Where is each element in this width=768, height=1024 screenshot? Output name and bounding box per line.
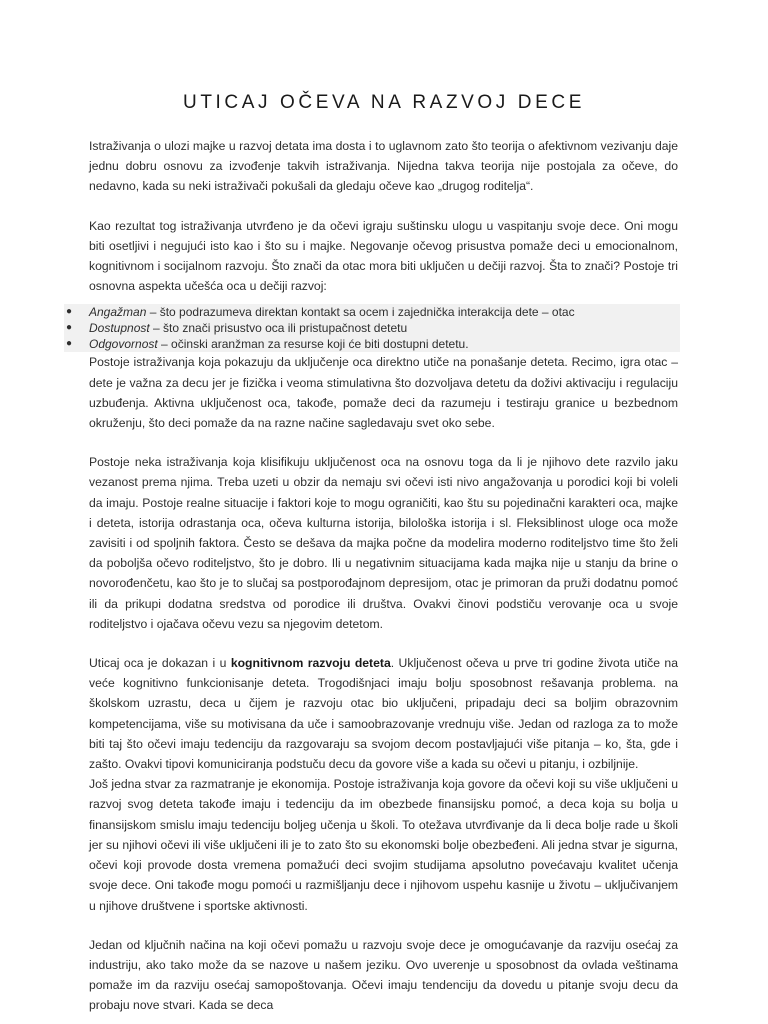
list-item [66, 320, 678, 336]
document-body [66, 136, 678, 1016]
bullet-icon: ● [66, 338, 73, 350]
paragraph-attachment: Postoje neka istraživanja koja klisifikuju uključenost oca na osnovu toga da li je njihovo dete razvilo jaku vezanost prema njima. Treba uzeti u obzir da nemaju svi očevi isti nivo angažovanja u porodici koji bi voleli da imaju. Postoje realne situacije i faktori koje to mogu ograničiti, kao štu su pojedinačni karakteri oca, majke i deteta, istorija odrastanja oca, očeva kulturna istorija, bilološka istorija i sl. Fleksiblinost uloge oca može zavisiti i od spoljnih faktora. Često se dešava da majka počne da modelira moderno roditeljstvo time što želi da poboljša očevo roditeljstvo, što je dobro. Ili u negativnim situacijama kada majka nije u stanju da brine o novorođenčetu, kao što je to slučaj sa postporođajnom depresijom, otac je primoran da pruži dodatnu pomoć ili da prikupi dodatna sredstva od porodice ili društva. Ovakvi činovi podstiču verovanje oca u svoje roditeljstvo i ojačava očevu vezu sa njegovim detetom. [89, 455, 678, 631]
list-item-term: Odgovornost [89, 337, 158, 352]
list-item-text: – što podrazumeva direktan kontakt sa ocem i zajednička interakcija dete – otac [146, 305, 575, 320]
bullet-icon: ● [66, 306, 73, 318]
page-title: UTICAJ OČEVA NA RAZVOJ DECE [183, 92, 585, 113]
aspects-list [66, 304, 678, 352]
paragraph-cognitive [89, 653, 678, 774]
cognitive-text-start: Uticaj oca je dokazan i u [89, 656, 231, 671]
paragraph-intro: Istraživanja o ulozi majke u razvoj detata ima dosta i to uglavnom zato što teorija o afektivnom vezivanju daje jednu dobru osnovu za izvođenje takvih istraživanja. Nijedna takva teorija nije postojala za očeve, do nedavno, kada su neki istraživači pokušali da gledaju očeve kao „drugog roditelja“. [89, 139, 678, 194]
cognitive-text-end: . Uključenost očeva u prve tri godine života utiče na veće kognitivno funkcionisanje deteta. Trogodišnjaci imaju bolju sposobnost rešavanja problema. na školskom uzrastu, deca u čijem je razvoju otac bio uključeni, pripadaju deci sa boljim obrazovnim kompetencijama, više su motivisana da uče i samoobrazovanje vrednuju više. Jedan od razloga za to može biti taj što očevi imaju tedenciju da razgovaraju sa svojom decom postavljajući više pitanja – ko, šta, gde i zašto. Ovakvi tipovi komuniciranja podstuču decu da govore više a kada su očevi u pitanju, i ozbiljnije. [89, 656, 678, 772]
list-item [66, 304, 678, 320]
paragraph-research-result: Kao rezultat tog istraživanja utvrđeno je da očevi igraju suštinsku ulogu u vaspitanju svoje dece. Oni mogu biti osetljivi i negujući isto kao i što su i majke. Negovanje očevog prisustva pomaže deci u emocionalnom, kognitivnom i socijalnom razvoju. Što znači da otac mora biti uključen u dečiji razvoj. Šta to znači? Postoje tri osnovna aspekta učešća oca u dečiji razvoj: [89, 218, 678, 294]
paragraph-behavior: Postoje istraživanja koja pokazuju da uključenje oca direktno utiče na ponašanje deteta. Recimo, igra otac – dete je važna za decu jer je fizička i veoma stimulativna što dozvoljava detetu da doživi aktivaciju i regulaciju uzbuđenja. Aktivna uključenost oca, takođe, pomaže deci da razumeju i testiraju granice u bezbednom okruženju, što deci pomaže da na razne načine sagledavaju svet oko sebe. [89, 355, 678, 431]
paragraph-economy: Još jedna stvar za razmatranje je ekonomija. Postoje istraživanja koja govore da očevi koji su više uključeni u razvoj svog deteta takođe imaju i tedenciju da im obezbede finansijsku pomoć, a deca koja su bolja u finansijskom smislu imaju tedenciju boljeg učenja u školi. To otežava utvrđivanje da li deca bolje rade u školi jer su njihovi očevi ili više uključeni ili je to zato što su ekonomski bolje obezbeđeni. Ali jedna stvar je sigurna, očevi koji provode dosta vremena pomažući deci svojim studijama apsolutno povećavaju kvalitet učenja svoje dece. Oni takođe mogu pomoći u razmišljanju dece i njihovom uspehu kasnije u životu – uključivanjem u njihove društvene i sportske aktivnosti. [89, 777, 678, 913]
paragraph-industry: Jedan od ključnih načina na koji očevi pomažu u razvoju svoje dece je omogućavanje da razviju osećaj za industriju, ako tako može da se nazove u našem jeziku. Ovo uverenje u sposobnost da ovlada veštinama pomaže im da razviju osećaj samopoštovanja. Očevi imaju tendenciju da dovedu u pitanje svoju decu da probaju nove stvari. Kada se deca [89, 937, 678, 1013]
list-item-term: Dostupnost [89, 321, 150, 336]
bullet-icon: ● [66, 322, 73, 334]
list-item-text: – očinski aranžman za resurse koji će biti dostupni detetu. [157, 337, 469, 352]
cognitive-emphasis: kognitivnom razvoju deteta [230, 656, 391, 671]
list-item-term: Angažman [89, 305, 147, 320]
list-item-text: – što znači prisustvo oca ili pristupačnost detetu [149, 321, 408, 336]
list-item [66, 336, 678, 352]
